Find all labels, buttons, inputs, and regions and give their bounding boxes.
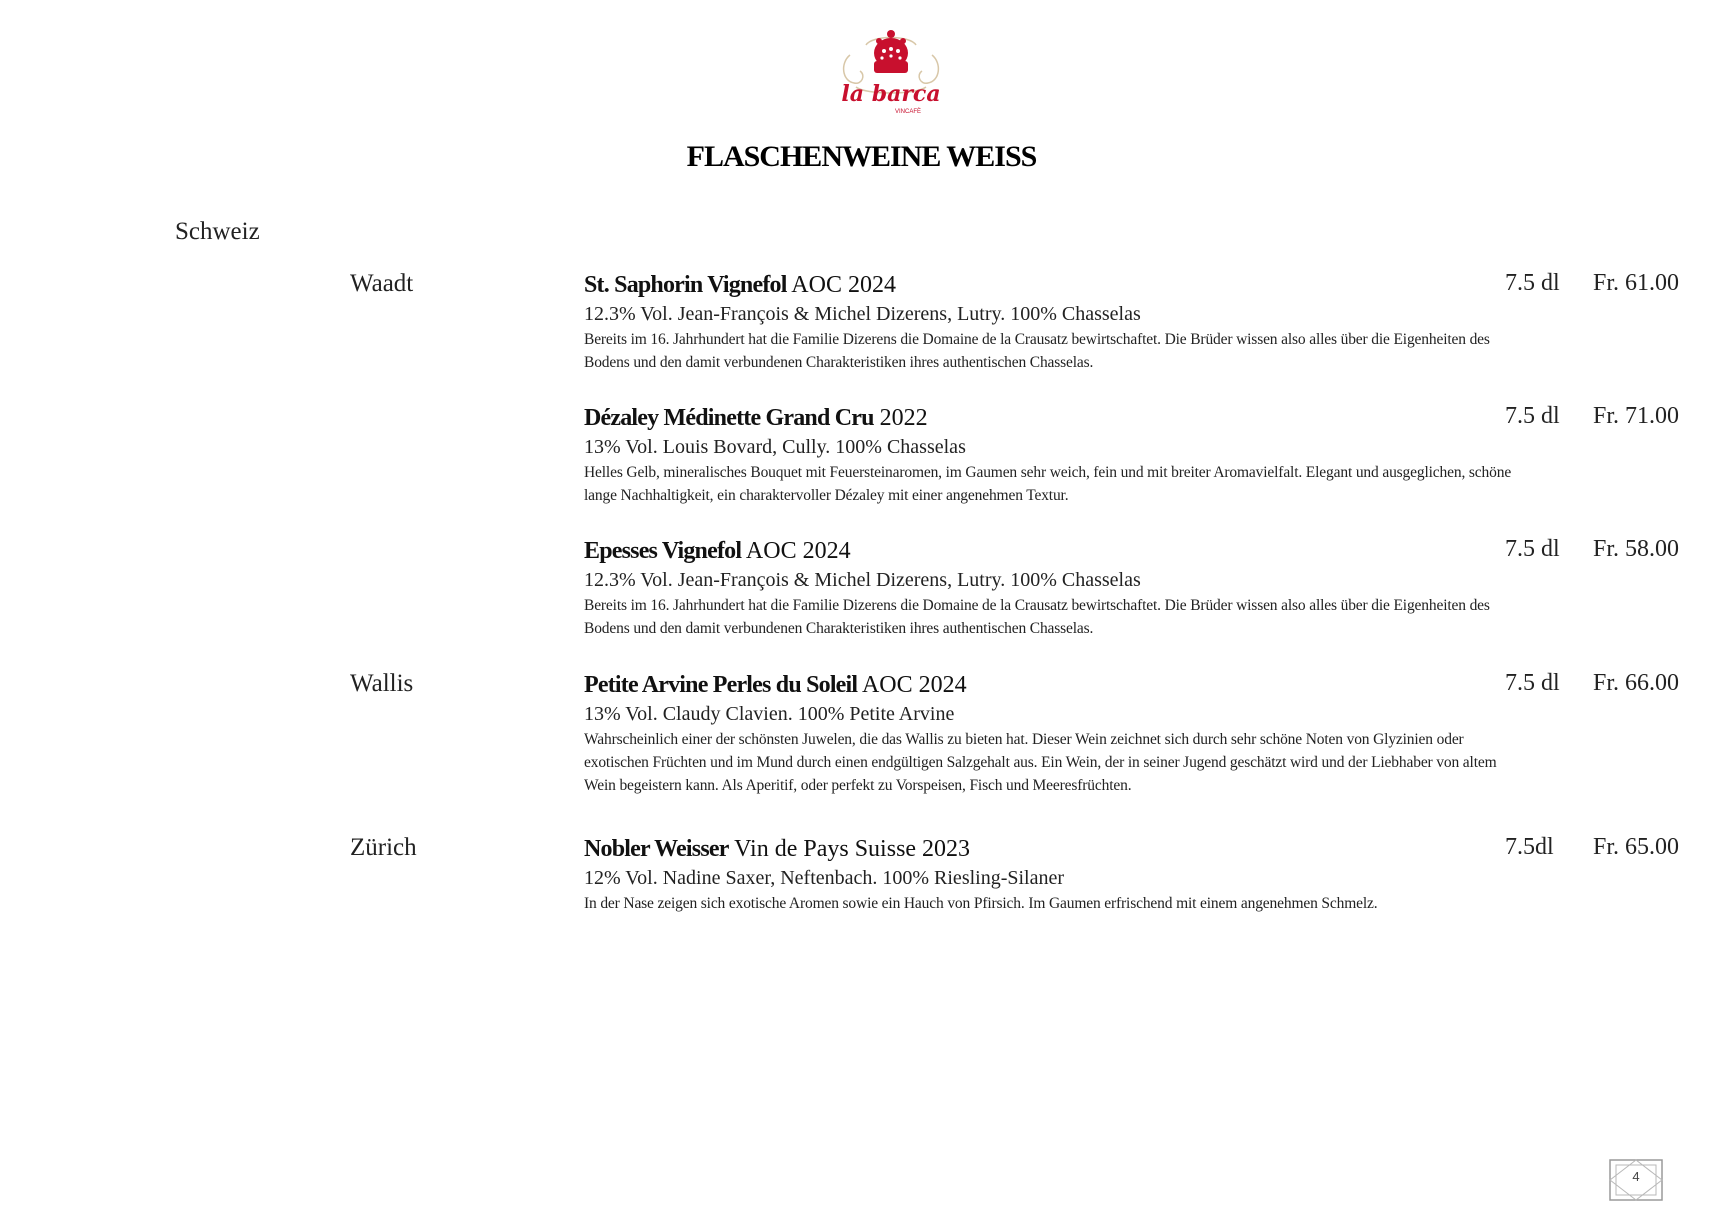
crown-icon — [874, 30, 908, 73]
wine-description: Bereits im 16. Jahrhundert hat die Familie Dizerens die Domaine de la Crausatz bewirtschaftet. Die Brüder wissen also alles über die Eigenheiten des Bodens und den damit verbundenen Charakteristiken ihres authentischen Chasselas. — [584, 331, 1490, 371]
wine-appellation: AOC 2024 — [861, 672, 967, 698]
wine-heading — [584, 536, 1514, 566]
wine-name: Nobler Weisser — [584, 836, 729, 862]
wine-info — [584, 270, 1514, 374]
wine-price: Fr. 58.00 — [1592, 536, 1679, 562]
wine-details: 12.3% Vol. Jean-François & Michel Dizerens, Lutry. 100% Chasselas — [584, 303, 1141, 325]
wine-info — [584, 670, 1514, 797]
wine-info — [584, 834, 1514, 915]
page-title: FLASCHENWEINE WEISS — [686, 140, 1037, 173]
wine-volume: 7.5 dl — [1505, 403, 1560, 429]
wine-description: Helles Gelb, mineralisches Bouquet mit Feuersteinaromen, im Gaumen sehr weich, fein und mit breiter Aromavielfalt. Elegant und ausgeglichen, schöne lange Nachhaltigkeit, ein charaktervoller Dézaley mit einer angenehmen Textur. — [584, 464, 1512, 504]
wine-name: Petite Arvine Perles du Soleil — [584, 672, 858, 698]
logo-subtitle: VINCAFÈ — [894, 109, 922, 115]
wine-heading — [584, 834, 1514, 864]
wine-name: Dézaley Médinette Grand Cru — [584, 405, 874, 431]
wine-name: St. Saphorin Vignefol — [584, 272, 787, 298]
wine-description: Bereits im 16. Jahrhundert hat die Familie Dizerens die Domaine de la Crausatz bewirtschaftet. Die Brüder wissen also alles über die Eigenheiten des Bodens und den damit verbundenen Charakteristiken ihres authentischen Chasselas. — [584, 597, 1490, 637]
wine-info — [584, 403, 1514, 507]
wine-price: Fr. 71.00 — [1592, 403, 1679, 429]
wine-details: 12.3% Vol. Jean-François & Michel Dizerens, Lutry. 100% Chasselas — [584, 569, 1141, 591]
wine-price: Fr. 65.00 — [1592, 834, 1679, 860]
wine-heading — [584, 270, 1514, 300]
region-label: Zürich — [350, 834, 417, 861]
wine-description: Wahrscheinlich einer der schönsten Juwelen, die das Wallis zu bieten hat. Dieser Wein zeichnet sich durch sehr schöne Noten von Glyzinien oder exotischen Früchten und im Mund durch einen endgültigen Salzgehalt aus. Ein Wein, der in seiner Jugend geschätzt wird und der Liebhaber von altem Wein begeistern kann. Als Aperitif, oder perfekt zu Vorspeisen, Fisch und Meeresfrüchten. — [584, 731, 1497, 794]
wine-volume: 7.5dl — [1505, 834, 1554, 860]
wine-details: 13% Vol. Claudy Clavien. 100% Petite Arvine — [584, 703, 955, 725]
wine-volume: 7.5 dl — [1505, 270, 1560, 296]
wine-info — [584, 536, 1514, 640]
page-number: 4 — [1632, 1169, 1640, 1184]
wine-appellation: 2022 — [879, 405, 928, 431]
logo-wordmark: la barca — [841, 81, 941, 107]
wine-details: 13% Vol. Louis Bovard, Cully. 100% Chasselas — [584, 436, 966, 458]
wine-volume: 7.5 dl — [1505, 670, 1560, 696]
region-label: Wallis — [350, 670, 414, 697]
wine-price: Fr. 66.00 — [1592, 670, 1679, 696]
wine-heading — [584, 403, 1514, 433]
wine-price: Fr. 61.00 — [1592, 270, 1679, 296]
wine-name: Epesses Vignefol — [584, 538, 742, 564]
country-heading: Schweiz — [175, 218, 260, 245]
wine-appellation: Vin de Pays Suisse 2023 — [734, 836, 971, 862]
wine-volume: 7.5 dl — [1505, 536, 1560, 562]
wine-appellation: AOC 2024 — [791, 272, 896, 298]
wine-heading — [584, 670, 1514, 700]
wine-details: 12% Vol. Nadine Saxer, Neftenbach. 100% Riesling-Silaner — [584, 867, 1065, 889]
wine-appellation: AOC 2024 — [745, 538, 851, 564]
wine-description: In der Nase zeigen sich exotische Aromen sowie ein Hauch von Pfirsich. Im Gaumen erfrischend mit einem angenehmen Schmelz. — [584, 895, 1378, 912]
la-barca-logo — [836, 25, 946, 121]
region-label: Waadt — [350, 270, 414, 297]
